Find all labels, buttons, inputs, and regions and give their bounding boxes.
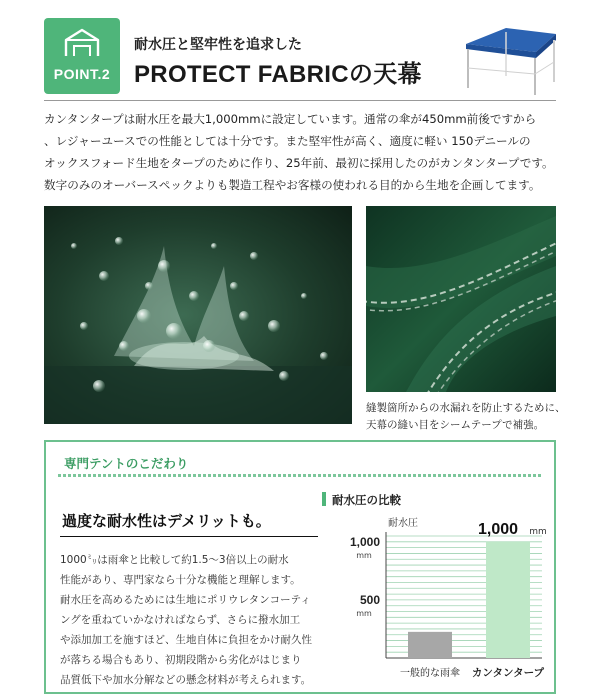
heading-underline (60, 536, 318, 537)
section-subtitle: 耐水圧と堅牢性を追求した (134, 37, 302, 53)
section-title: PROTECT FABRICの天幕 (134, 61, 422, 88)
caption-line: 天幕の縫い目をシームテープで補強。 (366, 419, 545, 431)
y-axis-label: 耐水圧 (388, 518, 418, 529)
x-category-label: カンタンタープ (471, 667, 545, 679)
feature-line: や添加加工を施すほど、生地自体に負担をかけ耐久性 (60, 634, 312, 646)
tent-image (456, 18, 560, 96)
intro-line: 、レジャーユースでの性能としては十分です。また堅牢性が高く、適度に軽い 150デニールの (44, 134, 531, 148)
feature-line: 品質低下や加水分解などの懸念材料が考えられます。 (60, 674, 312, 686)
caption-line: 縫製箇所からの水漏れを防止するために、 (366, 402, 566, 414)
house-icon (62, 26, 102, 60)
y-tick-unit: mm (356, 608, 372, 618)
feature-tab (46, 442, 554, 482)
intro-line: カンタンタープは耐水圧を最大1,000mmに設定しています。通常の傘が450mm前後ですから (44, 112, 537, 126)
feature-heading: 過度な耐水性はデメリットも。 (62, 512, 271, 530)
header-divider (44, 100, 556, 101)
feature-box (44, 440, 556, 694)
seam-tape-photo (366, 206, 556, 392)
chart-title-marker (322, 492, 326, 506)
x-category-label: 一般的な雨傘 (400, 668, 460, 679)
y-tick-unit: mm (356, 550, 372, 560)
seam-caption (366, 400, 566, 434)
feature-text (60, 550, 322, 690)
bar-data-label: 1,000 (477, 520, 519, 538)
water-pressure-chart (312, 516, 548, 686)
dashed-divider (58, 474, 542, 477)
feature-line: 耐水圧を高めるためには生地にポリウレタンコーティ (60, 594, 311, 606)
y-tick-label: 500 (359, 592, 380, 607)
badge-label: POINT.2 (53, 66, 111, 82)
water-splash-photo (44, 206, 352, 424)
intro-line: オックスフォード生地をタープのために作り、25年前、最初に採用したのがカンタンタープです。 (44, 156, 554, 170)
feature-line: 1000㍉は雨傘と比較して約1.5〜3倍以上の耐水 (60, 554, 289, 566)
feature-line: 性能があり、専門家なら十分な機能と理解します。 (60, 574, 301, 586)
header (44, 18, 556, 96)
bar (408, 632, 452, 658)
intro-text (44, 108, 564, 196)
feature-tab-label: 専門テントのこだわり (64, 456, 189, 471)
bar (486, 542, 530, 658)
chart-title: 耐水圧の比較 (332, 493, 401, 507)
feature-line: ングを重ねていかなければならず、さらに撥水加工 (60, 614, 301, 626)
feature-line: が落ちる場合もあり、初期段階から劣化がはじまり (60, 654, 302, 666)
point-badge (44, 18, 120, 94)
bar-data-unit: mm (529, 526, 547, 537)
y-tick-label: 1,000 (349, 534, 380, 549)
intro-line: 数字のみのオーバースペックよりも製造工程やお客様の使われる目的から生地を企画してます。 (44, 178, 541, 192)
